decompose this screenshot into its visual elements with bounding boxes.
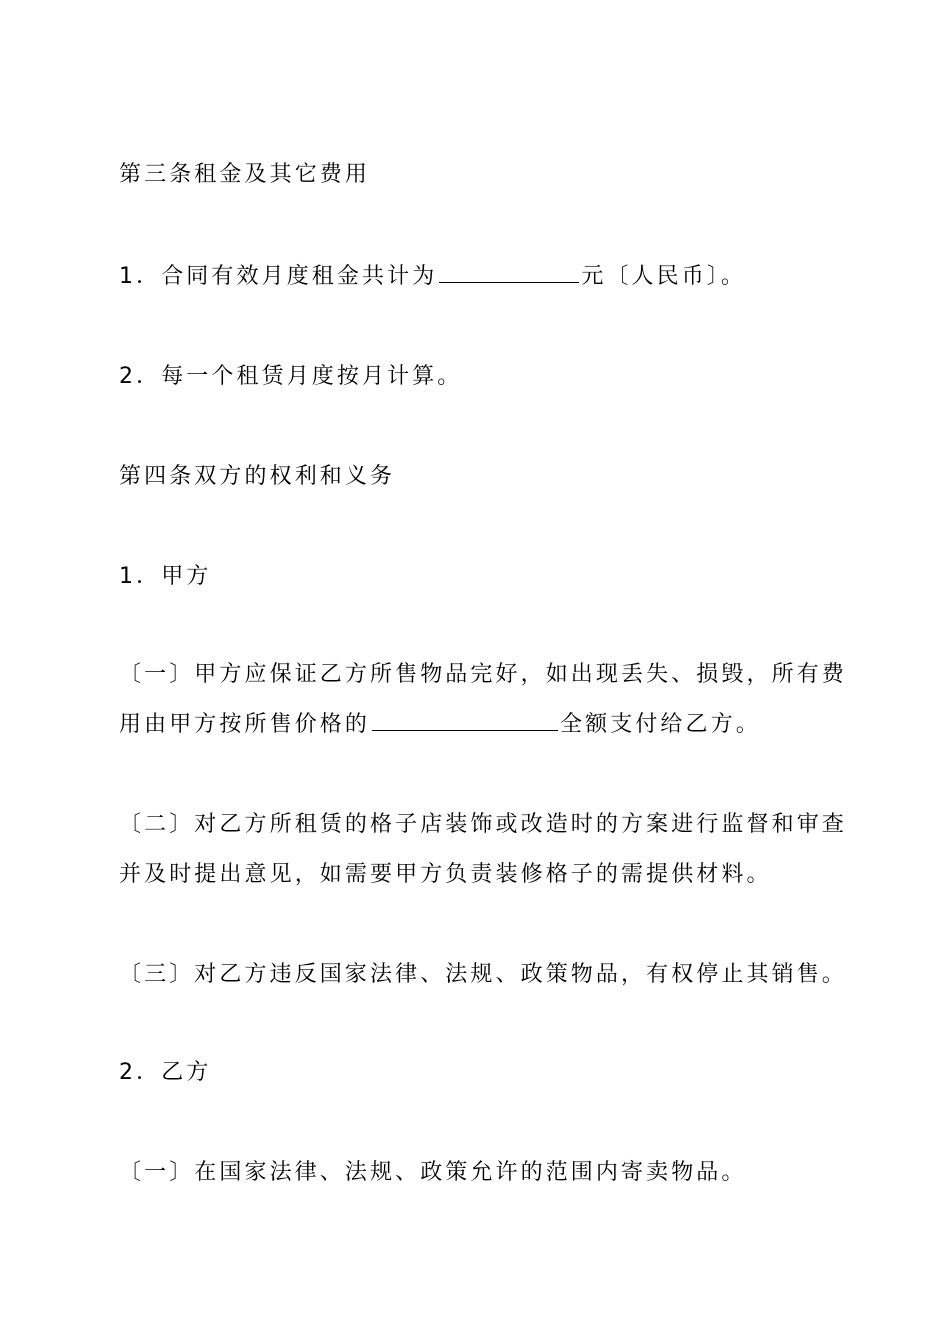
party-a-clause-2-line-2: 并及时提出意见，如需要甲方负责装修格子的需提供材料。 [119, 862, 772, 887]
article-4-heading: 第四条双方的权利和义务 [119, 464, 396, 489]
item-1-text-suffix: 元〔人民币〕。 [581, 264, 747, 289]
article-3-item-2: 2．每一个租赁月度按月计算。 [119, 364, 463, 389]
party-a-clause-2-line-1: 〔二〕对乙方所租赁的格子店装饰或改造时的方案进行监督和审查 [119, 812, 847, 837]
item-1-text-prefix: 1．合同有效月度租金共计为 [119, 264, 438, 289]
party-b-label: 2．乙方 [119, 1060, 212, 1085]
article-3-heading: 第三条租金及其它费用 [119, 162, 371, 187]
party-a-label: 1．甲方 [119, 564, 212, 589]
party-a-clause-1-line-2 [119, 710, 761, 740]
clause-1-text-suffix: 全额支付给乙方。 [560, 712, 761, 737]
party-b-clause-1: 〔一〕在国家法律、法规、政策允许的范围内寄卖物品。 [119, 1160, 747, 1185]
article-3-item-1 [119, 262, 746, 292]
party-a-clause-3: 〔三〕对乙方违反国家法律、法规、政策物品，有权停止其销售。 [119, 962, 847, 987]
price-percentage-blank [372, 710, 558, 731]
party-a-clause-1-line-1: 〔一〕甲方应保证乙方所售物品完好，如出现丢失、损毁，所有费 [119, 662, 847, 687]
rent-amount-blank [439, 262, 579, 283]
clause-1-text-prefix: 用由甲方按所售价格的 [119, 712, 371, 737]
